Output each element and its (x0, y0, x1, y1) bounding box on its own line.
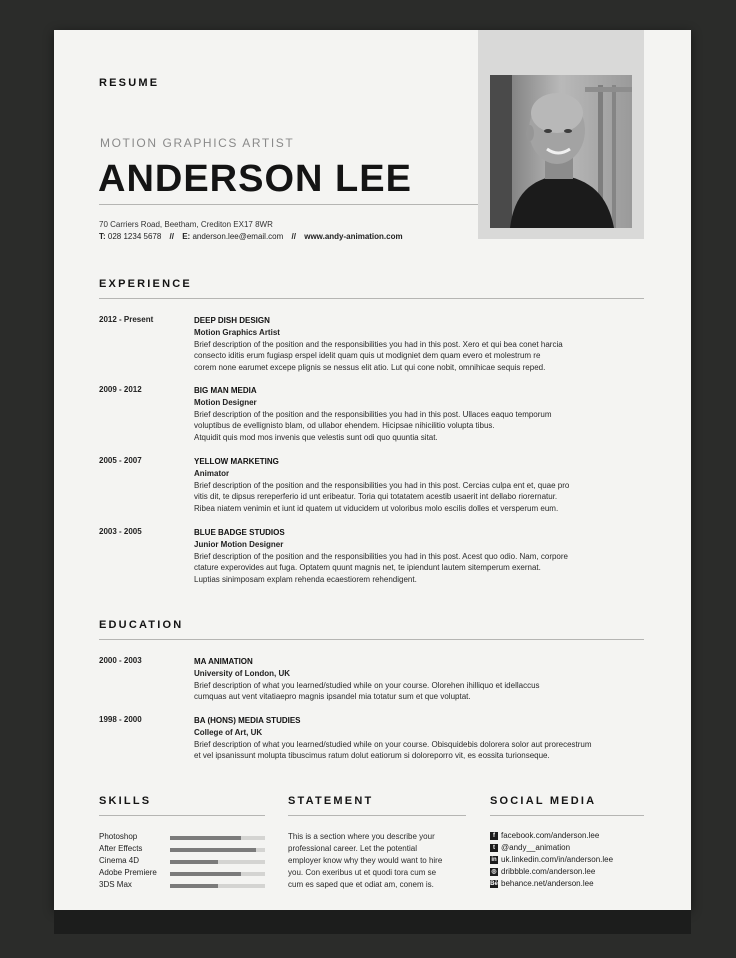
phone-number: 028 1234 5678 (107, 232, 162, 241)
entry-position: Junior Motion Designer (194, 539, 284, 549)
website-link[interactable]: www.andy-animation.com (304, 232, 403, 241)
candidate-name: ANDERSON LEE (98, 158, 412, 200)
entry-line: ctature experovides aut fuga. Optatem quunt magnis net, te ipiendunt lautem sitemperum exernat. (194, 563, 541, 573)
skill-row (99, 832, 265, 844)
social-link-text[interactable]: facebook.com/anderson.lee (501, 831, 600, 840)
entry-body (194, 715, 624, 762)
skill-row (99, 856, 265, 868)
entry-degree: BA (HONS) MEDIA STUDIES (194, 716, 301, 725)
statement-divider (288, 815, 466, 816)
social-divider (490, 815, 644, 816)
skills-heading: SKILLS (99, 795, 152, 807)
statement-line: employer know why they would want to hire (288, 856, 443, 865)
entry-organization: BIG MAN MEDIA (194, 386, 257, 395)
skill-bar-fill (170, 860, 218, 864)
entry-line: Brief description of what you learned/studied while on your course. Obisquidebis dolorera solor aut prorecestrum (194, 739, 592, 749)
statement-line: cum es saped que et odiat am, conem is. (288, 880, 434, 889)
skill-label: After Effects (99, 844, 143, 853)
entry-line: Ribea niatem venimin et iunt id quatem ut viducidem ut voloribus molo escilis dolles et versperum eum. (194, 504, 559, 514)
job-role: MOTION GRAPHICS ARTIST (100, 136, 295, 150)
social-link-facebook[interactable] (490, 831, 599, 843)
social-link-behance[interactable] (490, 879, 594, 891)
entry-degree: MA ANIMATION (194, 657, 253, 666)
entry-institution: College of Art, UK (194, 727, 263, 737)
entry-date: 2000 - 2003 (99, 656, 142, 665)
entry-line: Atquidit quis mod mos invenis que velestis sunt odi quo quuntia sitat. (194, 433, 438, 443)
statement-line: professional career. Let the potential (288, 844, 417, 853)
skill-bar-track (170, 872, 265, 876)
skill-bar-track (170, 848, 265, 852)
entry-line: consecto iditis erum fugiasp erspel idelit quam quis ut modigniet dem quam evero et molestrum re (194, 351, 541, 361)
email-label: E: (182, 232, 191, 241)
entry-line: voluptibus de evellignisto blam, od ullabor ehendem. Hicipsae nihicilitio volupta tibus. (194, 421, 495, 431)
entry-line: Brief description of the position and the responsibilities you had in this post. Acest quo odio. Nam, corpore (194, 551, 568, 561)
entry-body (194, 456, 624, 515)
skill-bar-track (170, 884, 265, 888)
entry-date: 2009 - 2012 (99, 385, 142, 394)
social-link-dribbble[interactable] (490, 867, 595, 879)
skill-bar-fill (170, 836, 241, 840)
entry-line: Brief description of the position and the responsibilities you had in this post. Ullaces eaquo temporum (194, 409, 552, 419)
entry-institution: University of London, UK (194, 668, 290, 678)
social-link-text[interactable]: @andy__animation (501, 843, 571, 852)
skill-row (99, 844, 265, 856)
social-media-heading: SOCIAL MEDIA (490, 795, 597, 807)
entry-date: 2003 - 2005 (99, 527, 142, 536)
experience-divider (99, 298, 644, 299)
statement-line: you. Con exeribus ut et quodi tora cum se (288, 868, 437, 877)
entry-line: Brief description of the position and the responsibilities you had in this post. Xero et qui bea conet harcia (194, 339, 563, 349)
entry-line: Brief description of the position and the responsibilities you had in this post. Cercias culpa ent et, quae pro (194, 480, 570, 490)
skill-row (99, 868, 265, 880)
page-bottom-band (54, 910, 691, 934)
social-link-text[interactable]: behance.net/anderson.lee (501, 879, 594, 888)
entry-line: corem none earumet excepe plignis se nessus elit atio. Lut qui cone nobit, omnihicae sequis reped. (194, 363, 546, 373)
entry-line: Brief description of what you learned/studied while on your course. Olorehen ihilliquo et idellaccus (194, 680, 540, 690)
entry-body (194, 527, 624, 586)
facebook-icon: f (490, 832, 498, 840)
skill-bar-track (170, 836, 265, 840)
entry-body (194, 385, 624, 444)
entry-position: Motion Designer (194, 397, 257, 407)
entry-line: Luptias sinimposam explam rehenda ecaestiorem rehendigent. (194, 575, 417, 585)
skill-bar-track (170, 860, 265, 864)
statement-heading: STATEMENT (288, 795, 374, 807)
skills-divider (99, 815, 265, 816)
entry-line: cumquas aut vent vitatiaepro magnis ipsandel mia totatur sum et que voluptat. (194, 692, 471, 702)
experience-heading: EXPERIENCE (99, 278, 192, 290)
entry-date: 2005 - 2007 (99, 456, 142, 465)
separator: // (169, 232, 174, 241)
skill-bar-fill (170, 872, 241, 876)
entry-body (194, 315, 624, 374)
statement-line: This is a section where you describe your (288, 832, 435, 841)
email-link[interactable]: anderson.lee@email.com (192, 232, 284, 241)
dribbble-icon: ◎ (491, 868, 497, 875)
social-link-twitter[interactable] (490, 843, 570, 855)
phone-label: T: (99, 232, 106, 241)
education-heading: EDUCATION (99, 619, 184, 631)
entry-date: 2012 - Present (99, 315, 154, 324)
behance-icon: Bē (490, 880, 498, 887)
separator: // (291, 232, 296, 241)
social-link-text[interactable]: uk.linkedin.com/in/anderson.lee (501, 855, 614, 864)
entry-line: vitis dit, te dipsus rereperferio id unt eribeatur. Toria qui totatatem acestib usaerit int dellabo riorernatur. (194, 492, 558, 502)
entry-position: Motion Graphics Artist (194, 327, 280, 337)
entry-line: et vel ipsanissunt molupta tibuscimus ratum dolut eatiorum si doloreporro vit, es eossita turionseque. (194, 751, 550, 761)
entry-organization: DEEP DISH DESIGN (194, 316, 270, 325)
entry-organization: BLUE BADGE STUDIOS (194, 528, 285, 537)
entry-date: 1998 - 2000 (99, 715, 142, 724)
profile-photo (490, 75, 632, 228)
linkedin-icon: in (491, 856, 497, 863)
skill-bar-fill (170, 884, 218, 888)
contact-line (99, 232, 403, 241)
social-link-text[interactable]: dribbble.com/anderson.lee (501, 867, 596, 876)
skill-label: Cinema 4D (99, 856, 140, 865)
statement-text (288, 831, 468, 891)
portrait-image (490, 75, 632, 228)
skill-label: 3DS Max (99, 880, 132, 889)
entry-position: Animator (194, 468, 230, 478)
resume-label: RESUME (99, 77, 160, 89)
skill-label: Photoshop (99, 832, 138, 841)
social-link-linkedin[interactable] (490, 855, 613, 867)
skill-row (99, 880, 265, 892)
skill-bar-fill (170, 848, 256, 852)
skill-label: Adobe Premiere (99, 868, 157, 877)
header-divider (99, 204, 478, 205)
entry-body (194, 656, 624, 703)
twitter-icon: t (490, 844, 498, 852)
entry-organization: YELLOW MARKETING (194, 457, 279, 466)
address: 70 Carriers Road, Beetham, Crediton EX17 8WR (99, 220, 273, 229)
education-divider (99, 639, 644, 640)
